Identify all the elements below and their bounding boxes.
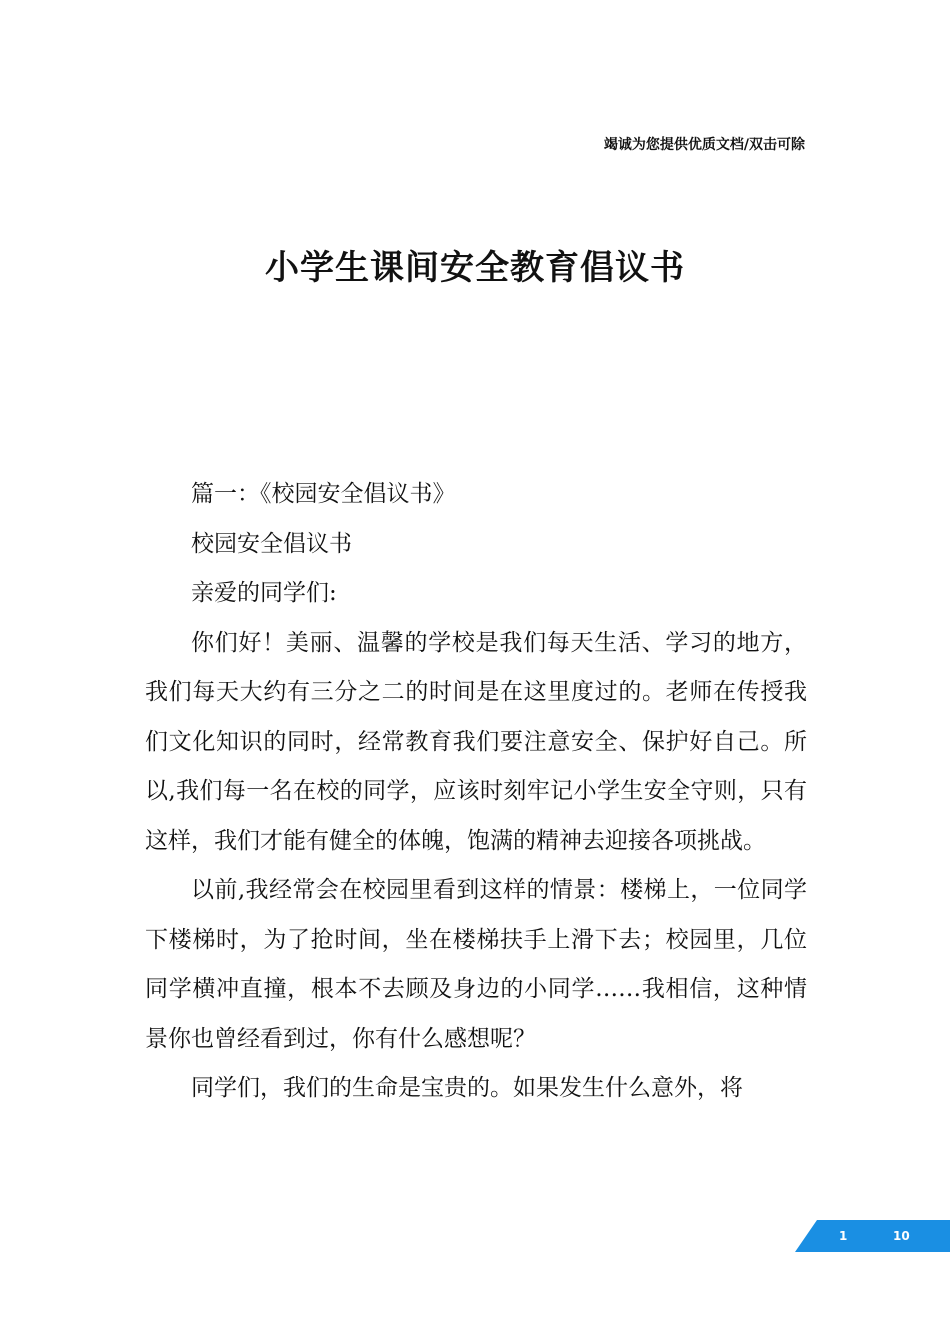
paragraph-subtitle: 校园安全倡议书	[191, 530, 352, 557]
paragraph-body: 以前,我经常会在校园里看到这样的情景：楼梯上，一位同学下楼梯时，为了抢时间，坐在楼梯扶手上滑下去；校园里，几位同学横冲直撞，根本不去顾及身边的小同学……我相信，这种情景你也曾经看到过，你有什么感想呢？	[145, 877, 807, 1052]
header-note: 竭诚为您提供优质文档/双击可除	[603, 137, 805, 153]
paragraph-salutation: 亲爱的同学们:	[191, 580, 337, 606]
page-footer-bar	[795, 1220, 950, 1252]
document-title: 小学生课间安全教育倡议书	[265, 248, 685, 288]
paragraph-section-heading: 篇一：《校园安全倡议书》	[191, 481, 456, 507]
page-total-number: 10	[893, 1229, 910, 1243]
document-body	[145, 470, 807, 1114]
paragraph-body: 同学们，我们的生命是宝贵的。如果发生什么意外，将	[191, 1075, 743, 1101]
page-current-number: 1	[839, 1229, 848, 1243]
paragraph-body: 你们好！美丽、温馨的学校是我们每天生活、学习的地方，我们每天大约有三分之二的时间是在这里度过的。老师在传授我们文化知识的同时，经常教育我们要注意安全、保护好自己。所以,我们每一名在校的同学，应该时刻牢记小学生安全守则，只有这样，我们才能有健全的体魄，饱满的精神去迎接各项挑战。	[145, 629, 807, 854]
